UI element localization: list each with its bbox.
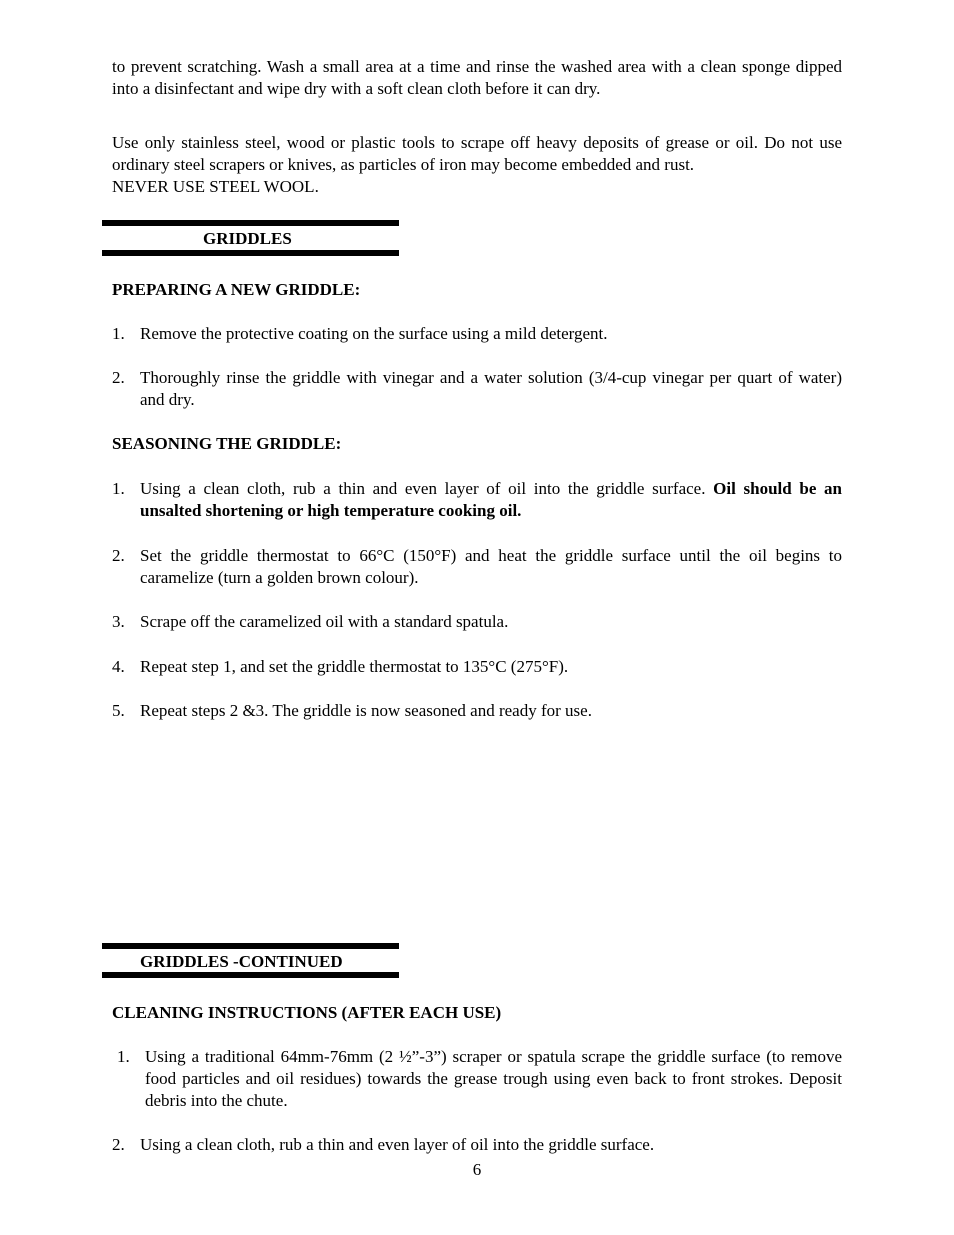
list-item-text-plain: Using a clean cloth, rub a thin and even layer of oil into the griddle surface. (140, 479, 714, 498)
section-divider-bottom (102, 972, 399, 978)
list-item-text: Using a traditional 64mm-76mm (2 ½”-3”) scraper or spatula scrape the griddle surface (to remove food particles and oil residues) towards the grease trough using even back to front strokes. Deposit debris into the chute. (145, 1047, 842, 1110)
list-item (112, 478, 842, 522)
cleaning-heading: CLEANING INSTRUCTIONS (AFTER EACH USE) (112, 1003, 502, 1022)
list-item-text: Thoroughly rinse the griddle with vinegar and a water solution (3/4-cup vinegar per quart of water) and dry. (140, 368, 842, 409)
list-item-number: 1. (112, 479, 125, 498)
list-item-number: 5. (112, 701, 125, 720)
section-title-griddles: GRIDDLES (203, 229, 292, 248)
oil-type-note: Oil should be an unsalted shortening or high temperature cooking oil. (140, 479, 843, 520)
list-item (112, 545, 842, 589)
list-item-text: Scrape off the caramelized oil with a standard spatula. (140, 612, 509, 631)
list-item (112, 367, 842, 411)
section-title-griddles-continued: GRIDDLES -CONTINUED (140, 952, 343, 971)
list-item-number: 3. (112, 612, 125, 631)
list-item (112, 656, 842, 678)
list-item-text: Using a clean cloth, rub a thin and even layer of oil into the griddle surface. (140, 1135, 655, 1154)
list-item-text: Remove the protective coating on the surface using a mild detergent. (140, 324, 608, 343)
list-item-number: 4. (112, 657, 125, 676)
list-item-text: Set the griddle thermostat to 66°C (150°F) and heat the griddle surface until the oil begins to caramelize (turn a golden brown colour). (140, 546, 842, 587)
section-divider-bottom (102, 250, 399, 256)
section-divider-top (102, 220, 399, 226)
list-item (112, 1134, 842, 1156)
list-item (112, 700, 842, 722)
list-item (112, 611, 842, 633)
intro-paragraph-2-text: Use only stainless steel, wood or plastic tools to scrape off heavy deposits of grease or oil. Do not use ordinary steel scrapers or knives, as particles of iron may become embedded and rust. (112, 133, 842, 174)
list-item-number: 2. (112, 546, 125, 565)
intro-paragraph-1: to prevent scratching. Wash a small area at a time and rinse the washed area with a clean sponge dipped into a disinfectant and wipe dry with a soft clean cloth before it can dry. (112, 57, 842, 98)
list-item-text (140, 478, 842, 522)
intro-paragraph-2 (112, 132, 842, 198)
page-number: 6 (472, 1160, 482, 1179)
list-item-number: 1. (117, 1047, 130, 1066)
list-item-text: Repeat steps 2 &3. The griddle is now seasoned and ready for use. (140, 701, 592, 720)
list-item-number: 1. (112, 324, 125, 343)
list-item-text: Repeat step 1, and set the griddle thermostat to 135°C (275°F). (140, 657, 569, 676)
seasoning-heading: SEASONING THE GRIDDLE: (112, 434, 342, 453)
list-item (112, 323, 842, 345)
section-divider-top (102, 943, 399, 949)
list-item-number: 2. (112, 1135, 125, 1154)
list-item-number: 2. (112, 368, 125, 387)
steel-wool-warning: NEVER USE STEEL WOOL. (112, 177, 319, 196)
preparing-heading: PREPARING A NEW GRIDDLE: (112, 280, 361, 299)
list-item (112, 1046, 842, 1112)
